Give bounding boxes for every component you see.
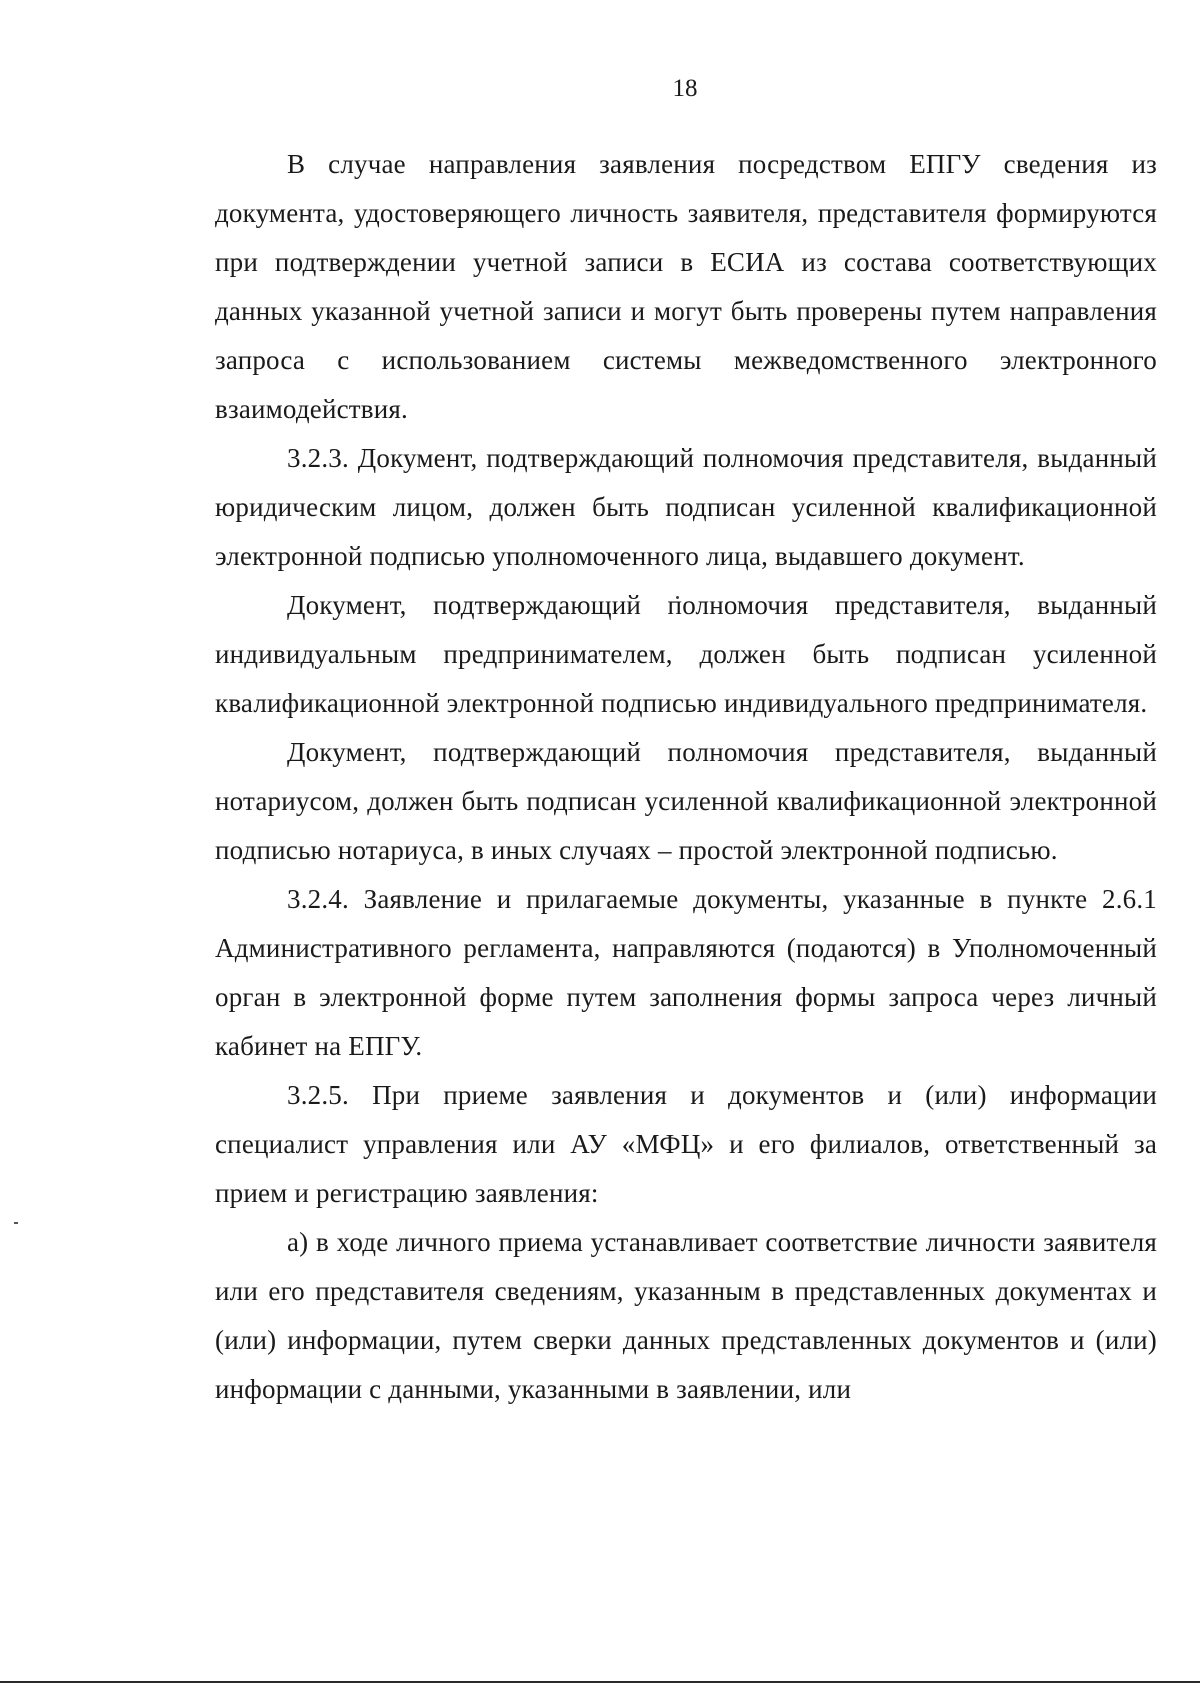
paragraph-item-a: а) в ходе личного приема устанавливает соответствие личности заявителя или его представителя сведениям, указанным в представленных документах и (или) информации, путем сверки данных представленных документов и (или) информации с данными, указанными в заявлении, или xyxy=(215,1227,1157,1404)
paragraph-notary-signature: Документ, подтверждающий полномочия представителя, выданный нотариусом, должен быть подписан усиленной квалификационной электронной подписью нотариуса, в иных случаях – простой электронной подписью. xyxy=(215,737,1157,865)
page-number: 18 xyxy=(672,75,698,102)
document-body xyxy=(215,140,1157,1414)
paragraph-epgu-identity: В случае направления заявления посредством ЕПГУ сведения из документа, удостоверяющего личность заявителя, представителя формируются при подтверждении учетной записи в ЕСИА из состава соответствующих данных указанной учетной записи и могут быть проверены путем направления запроса с использованием системы межведомственного электронного взаимодействия. xyxy=(215,149,1157,424)
bottom-rule xyxy=(0,1681,1200,1683)
paragraph-3-2-3: 3.2.3. Документ, подтверждающий полномочия представителя, выданный юридическим лицом, должен быть подписан усиленной квалификационной электронной подписью уполномоченного лица, выдавшего документ. xyxy=(215,443,1157,571)
paragraph-entrepreneur-signature: Документ, подтверждающий полномочия представителя, выданный индивидуальным предпринимателем, должен быть подписан усиленной квалификационной электронной подписью индивидуального предпринимателя. xyxy=(215,590,1157,718)
margin-mark xyxy=(14,1222,18,1224)
paragraph-3-2-5: 3.2.5. При приеме заявления и документов и (или) информации специалист управления или АУ «МФЦ» и его филиалов, ответственный за прием и регистрацию заявления: xyxy=(215,1080,1157,1208)
paragraph-3-2-4: 3.2.4. Заявление и прилагаемые документы, указанные в пункте 2.6.1 Административного регламента, направляются (подаются) в Уполномоченный орган в электронной форме путем заполнения формы запроса через личный кабинет на ЕПГУ. xyxy=(215,884,1157,1061)
